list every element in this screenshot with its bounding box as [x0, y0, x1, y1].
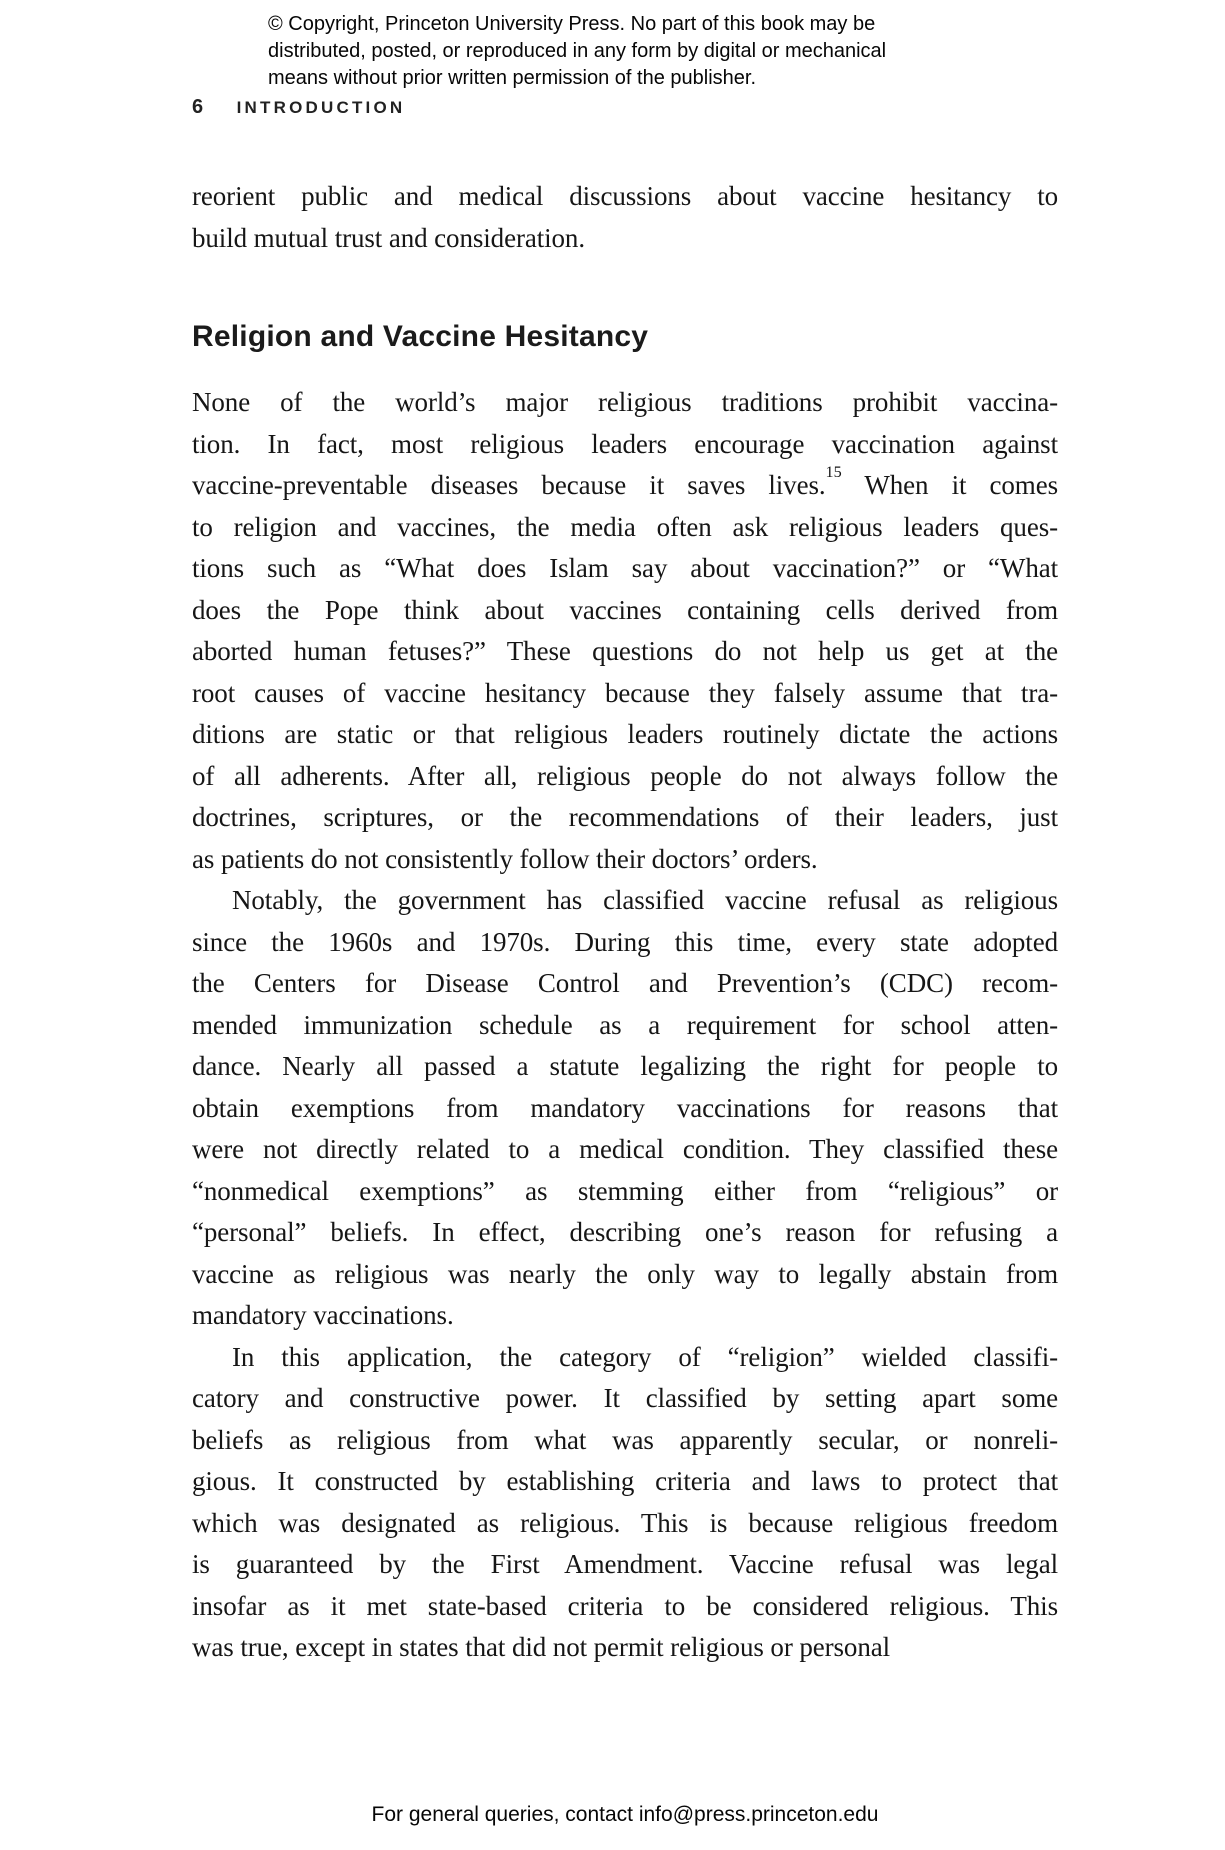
text-line: tion. In fact, most religious leaders encourage vaccination against: [192, 428, 1058, 459]
text-line: mended immunization schedule as a requirement for school atten-: [192, 1009, 1058, 1040]
text-line: to religion and vaccines, the media often ask religious leaders ques-: [192, 511, 1058, 542]
text-line: tions such as “What does Islam say about vaccination?” or “What: [192, 553, 1058, 583]
copyright-notice: [268, 11, 988, 92]
text-line: aborted human fetuses?” These questions do not help us get at the: [192, 636, 1058, 666]
copyright-line: distributed, posted, or reproduced in any form by digital or mechanical: [268, 40, 887, 62]
text-line: the Centers for Disease Control and Prevention’s (CDC) recom-: [192, 968, 1058, 998]
paragraph: [192, 176, 1058, 259]
text-line: reorient public and medical discussions about vaccine hesitancy to: [192, 181, 1058, 211]
footnote-reference: 15: [825, 462, 842, 481]
text-line: insofar as it met state-based criteria to be considered religious. This: [192, 1590, 1058, 1621]
text-line: since the 1960s and 1970s. During this time, every state adopted: [192, 926, 1058, 957]
text-line: Notably, the government has classified vaccine refusal as religious: [232, 885, 1058, 915]
text-line: “personal” beliefs. In effect, describing one’s reason for refusing a: [192, 1217, 1058, 1247]
text-line: vaccine as religious was nearly the only way to legally abstain from: [192, 1258, 1058, 1289]
text-line: were not directly related to a medical condition. They classified these: [192, 1134, 1058, 1164]
text-line: as patients do not consistently follow their doctors’ orders.: [192, 843, 818, 874]
page-number: 6: [192, 96, 204, 118]
text-line: doctrines, scriptures, or the recommendations of their leaders, just: [192, 802, 1058, 832]
text-line: is guaranteed by the First Amendment. Vaccine refusal was legal: [192, 1549, 1058, 1579]
paragraph: [192, 382, 1058, 880]
text-line: dance. Nearly all passed a statute legalizing the right for people to: [192, 1051, 1058, 1081]
text-line: root causes of vaccine hesitancy because they falsely assume that tra-: [192, 677, 1058, 708]
text-line: catory and constructive power. It classified by setting apart some: [192, 1383, 1058, 1413]
text-line: mandatory vaccinations.: [192, 1300, 454, 1330]
running-header-title: INTRODUCTION: [236, 98, 406, 117]
text-line: obtain exemptions from mandatory vaccinations for reasons that: [192, 1092, 1058, 1123]
text-line: build mutual trust and consideration.: [192, 222, 585, 253]
running-header: [192, 96, 405, 119]
copyright-line: means without prior written permission of the publisher.: [268, 67, 757, 89]
paragraph: [192, 1337, 1058, 1669]
text-line: None of the world’s major religious traditions prohibit vaccina-: [192, 387, 1058, 417]
text-line: does the Pope think about vaccines containing cells derived from: [192, 594, 1058, 625]
body-text: [192, 176, 1058, 1669]
text-line: gious. It constructed by establishing criteria and laws to protect that: [192, 1466, 1058, 1496]
copyright-line: © Copyright, Princeton University Press. No part of this book may be: [268, 13, 876, 35]
section-heading: Religion and Vaccine Hesitancy: [192, 320, 649, 353]
text-line: In this application, the category of “religion” wielded classifi-: [232, 1341, 1058, 1372]
text-line: which was designated as religious. This is because religious freedom: [192, 1507, 1058, 1538]
text-line: beliefs as religious from what was apparently secular, or nonreli-: [192, 1424, 1058, 1455]
text-line: of all adherents. After all, religious people do not always follow the: [192, 760, 1058, 791]
text-line: “nonmedical exemptions” as stemming either from “religious” or: [192, 1175, 1058, 1206]
text-line: vaccine-preventable diseases because it saves lives.$^{15}$ When it comes: [192, 462, 1059, 500]
footer-text: For general queries, contact info@press.princeton.edu: [371, 1803, 879, 1826]
text-line: was true, except in states that did not permit religious or personal: [192, 1632, 891, 1662]
paragraph: [192, 880, 1058, 1337]
text-line: ditions are static or that religious leaders routinely dictate the actions: [192, 719, 1058, 749]
